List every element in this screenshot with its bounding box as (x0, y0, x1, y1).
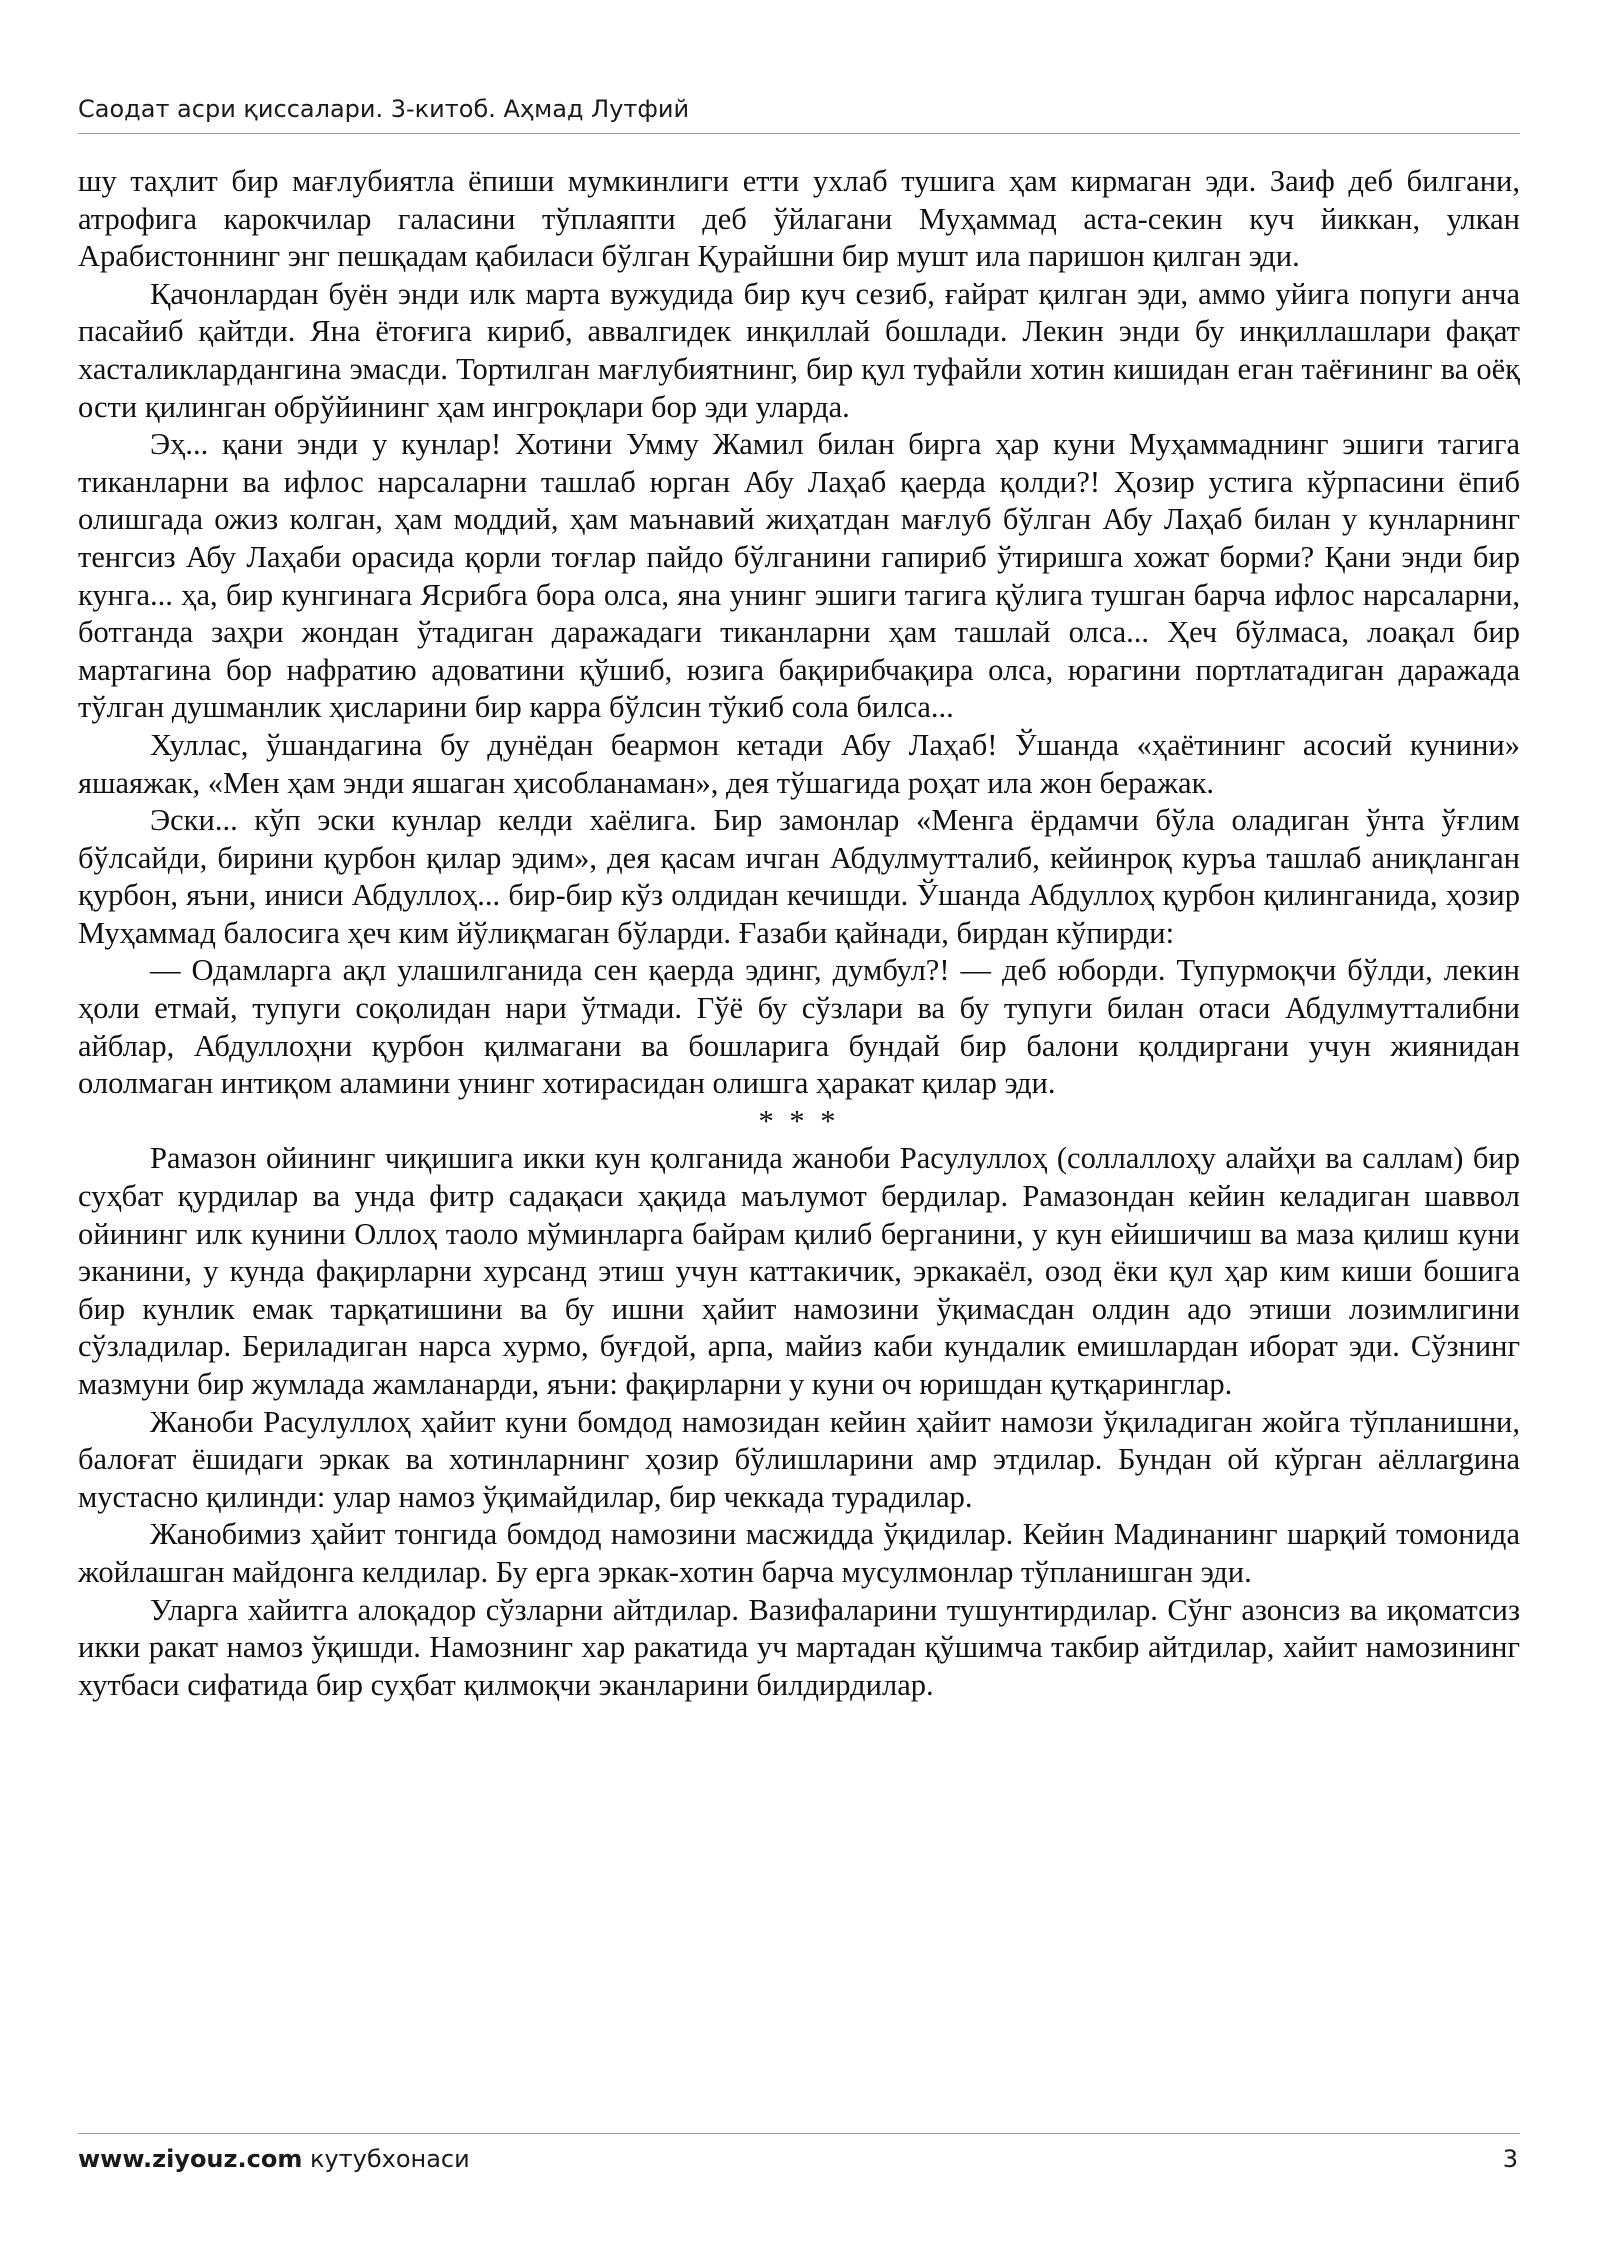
body-text (78, 163, 1520, 1704)
paragraph: Қачонлардан буён энди илк марта вужудида бир куч сезиб, ғайрат қилган эди, аммо уйига попуги анча пасайиб қайтди. Яна ётоғига кириб, аввалгидек инқиллай бошлади. Лекин энди бу инқиллашлари фақат хасталиклардангина эмасди. Тортилган мағлубиятнинг, бир қул туфайли хотин кишидан еган таёғининг ва оёқ ости қилинган обрўйининг ҳам ингроқлари бор эди уларда. (78, 276, 1520, 424)
header-divider (78, 133, 1520, 134)
paragraph: шу таҳлит бир мағлубиятла ёпиши мумкинлиги етти ухлаб тушига ҳам кирмаган эди. Заиф деб билгани, атрофига карокчилар галасини тўплаяпти деб ўйлагани Муҳаммад аста-секин куч йиккан, улкан Арабистоннинг энг пешқадам қабиласи бўлган Қурайшни бир мушт ила паришон қилган эди. (78, 164, 1520, 274)
paragraph: Хуллас, ўшандагина бу дунёдан беармон кетади Абу Лаҳаб! Ўшанда «ҳаётининг асосий кунини» яшаяжак, «Мен ҳам энди яшаган ҳисобланаман», дея тўшагида роҳат ила жон беражак. (78, 727, 1520, 800)
section-separator: * * * (758, 1103, 840, 1138)
paragraph: Эҳ... қани энди у кунлар! Хотини Умму Жамил билан бирга ҳар куни Муҳаммаднинг эшиги тагига тиканларни ва ифлос нарсаларни ташлаб юрган Абу Лаҳаб қаерда қолди?! Ҳозир устига кўрпасини ёпиб олишгада ожиз колган, ҳам моддий, ҳам маънавий жиҳатдан мағлуб бўлган Абу Лаҳаб билан у кунларнинг тенгсиз Абу Лаҳаби орасида қорли тоғлар пайдо бўлганини гапириб ўтиришга хожат борми? Қани энди бир кунга... ҳа, бир кунгинага Ясрибга бора олса, яна унинг эшиги тагига қўлига тушган барча ифлос нарсаларни, ботганда заҳри жондан ўтадиган даражадаги тиканларни ҳам ташлай олса... Ҳеч бўлмаса, лоақал бир мартагина бор нафратию адоватини қўшиб, юзига бақирибчақира олса, юрагини портлатадиган даражада тўлган душманлик ҳисларини бир карра бўлсин тўкиб сола билса... (78, 427, 1520, 725)
paragraph: Жанобимиз ҳайит тонгида бомдод намозини масжидда ўқидилар. Кейин Мадинанинг шарқий томонида жойлашган майдонга келдилар. Бу ерга эркак-хотин барча мусулмонлар тўпланишган эди. (78, 1517, 1520, 1589)
footer-divider (78, 2133, 1520, 2134)
paragraph: — Одамларга ақл улашилганида сен қаерда эдинг, думбул?! — деб юборди. Тупурмоқчи бўлди, лекин ҳоли етмай, тупуги соқолидан нари ўтмади. Гўё бу сўзлари ва бу тупуги билан отаси Абдулмутталибни айблар, Абдуллоҳни қурбон қилмагани ва бошларига бундай бир балони қолдиргани учун жиянидан ололмаган интиқом аламини унинг хотирасидан олишга ҳаракат қилар эди. (78, 953, 1520, 1101)
footer-site-link[interactable]: www.ziyouz.com (78, 2145, 303, 2173)
paragraph: Рамазон ойининг чиқишига икки кун қолганида жаноби Расулуллоҳ (соллаллоҳу алайҳи ва саллам) бир суҳбат қурдилар ва унда фитр садақаси ҳақида маълумот бердилар. Рамазондан кейин келадиган шаввол ойининг илк кунини Оллоҳ таоло мўминларга байрам қилиб берганини, у кун ейишичиш ва маза қилиш куни эканини, у кунда фақирларни хурсанд этиш учун каттакичик, эркакаёл, озод ёки қул ҳар ким киши бошига бир кунлик емак тарқатишини ва бу ишни ҳайит намозини ўқимасдан олдин адо этиши лозимлигини сўзладилар. Бериладиган нарса хурмо, буғдой, арпа, майиз каби кундалик емишлардан иборат эди. Сўзнинг мазмуни бир жумлада жамланарди, яъни: фақирларни у куни оч юришдан қутқаринглар. (78, 1141, 1520, 1401)
page-footer (78, 2142, 1520, 2176)
running-header: Саодат асри қиссалари. 3-китоб. Аҳмад Лутфий (78, 95, 690, 123)
paragraph: Эски... кўп эски кунлар келди хаёлига. Бир замонлар «Менга ёрдамчи бўла оладиган ўнта ўғлим бўлсайди, бирини қурбон қилар эдим», дея қасам ичган Абдулмутталиб, кейинроқ куръа ташлаб аниқланган қурбон, яъни, иниси Абдуллоҳ... бир-бир кўз олдидан кечишди. Ўшанда Абдуллоҳ қурбон қилинганида, ҳозир Муҳаммад балосига ҳеч ким йўлиқмаган бўларди. Ғазаби қайнади, бирдан кўпирди: (78, 803, 1520, 950)
paragraph: Уларга хайитга алоқадор сўзларни айтдилар. Вазифаларини тушунтирдилар. Сўнг азонсиз ва иқоматсиз икки ракат намоз ўқишди. Намознинг хар ракатида уч мартадан қўшимча такбир айтдилар, хайит намозининг хутбаси сифатида бир суҳбат қилмоқчи эканларини билдирдилар. (78, 1592, 1520, 1702)
page-number: 3 (1502, 2145, 1518, 2173)
footer-library-label: кутубхонаси (302, 2145, 470, 2173)
paragraph: Жаноби Расулуллоҳ ҳайит куни бомдод намозидан кейин ҳайит намози ўқиладиган жойга тўпланишни, балоғат ёшидаги эркак ва хотинларнинг ҳозир бўлишларини амр этдилар. Бундан ой кўрган аёллargина мустасно қилинди: улар намоз ўқимайдилар, бир чеккада турадилар. (78, 1404, 1520, 1514)
